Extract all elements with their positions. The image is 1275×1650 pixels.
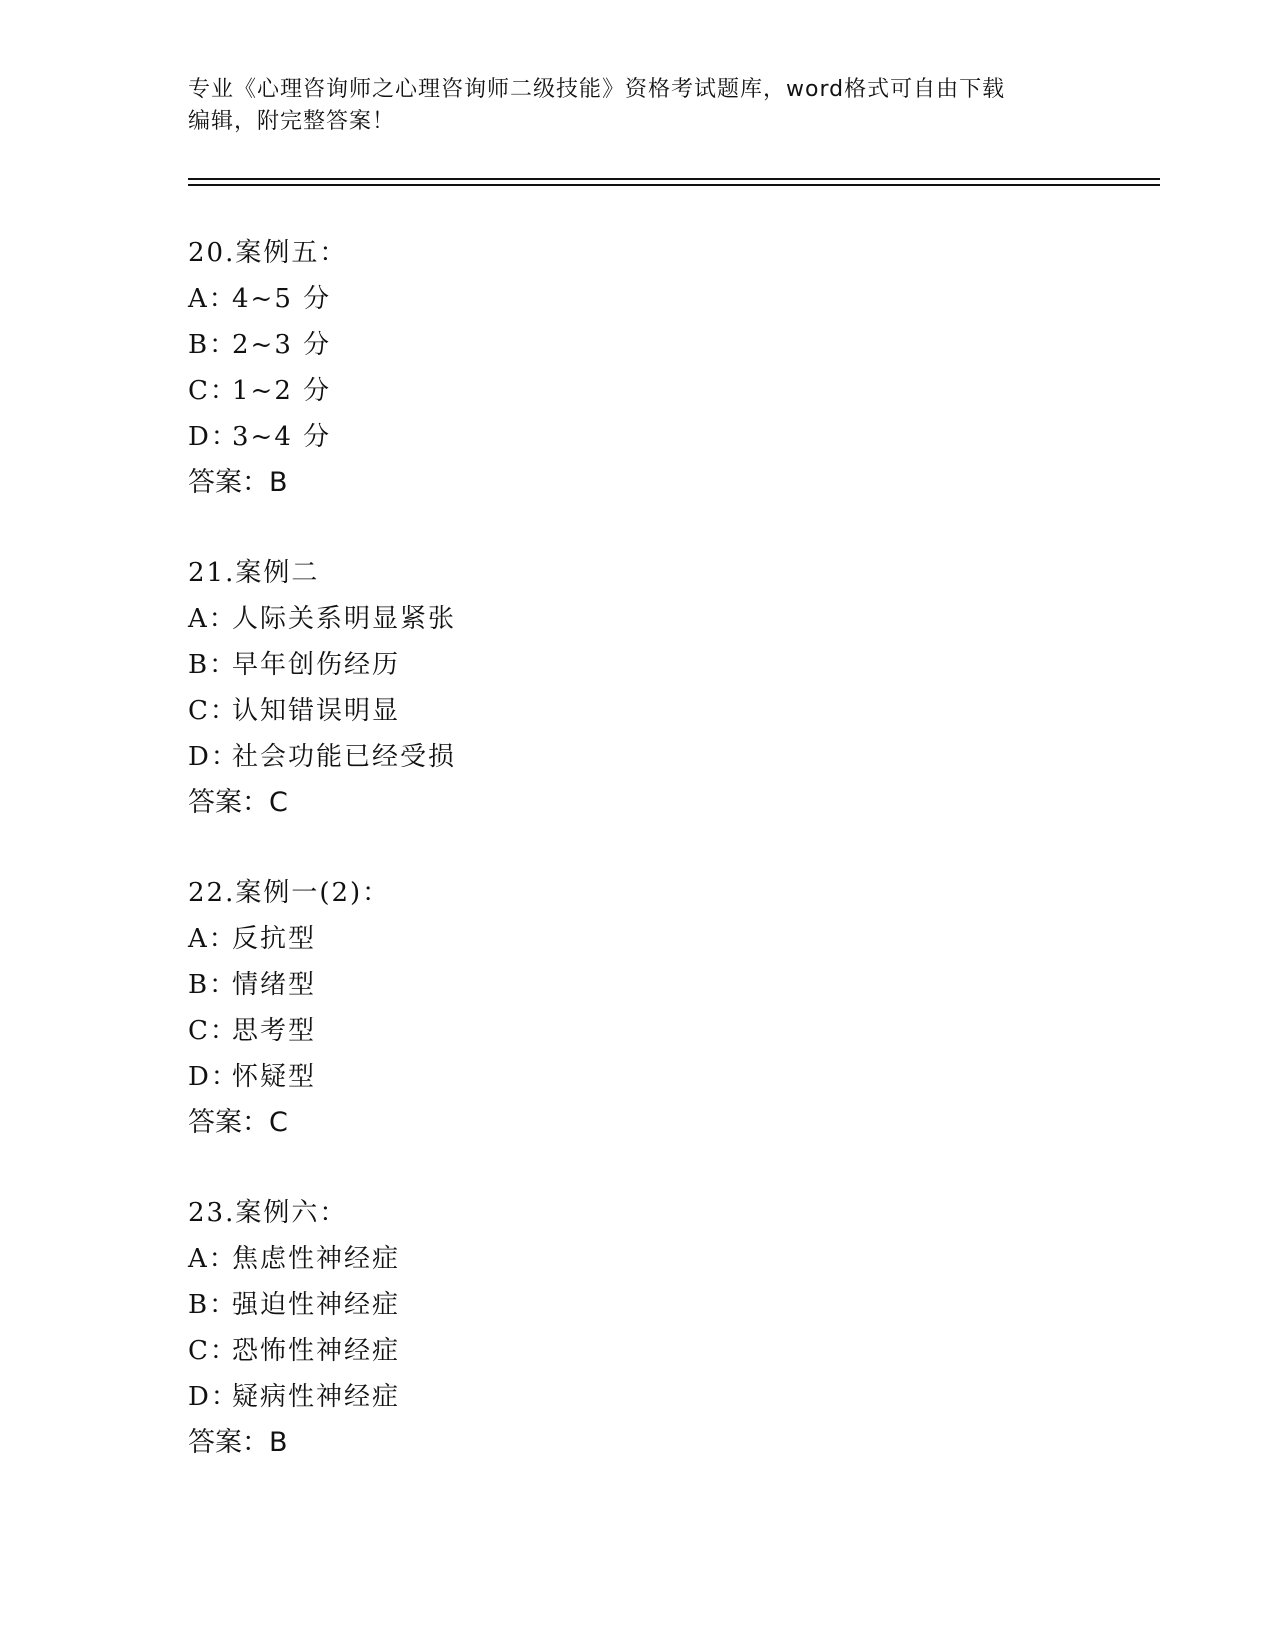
option-key: B： bbox=[188, 330, 238, 360]
option-key: D： bbox=[188, 742, 239, 772]
option-text: 情绪型 bbox=[232, 970, 317, 1000]
question-23 bbox=[188, 1190, 1088, 1466]
option-c bbox=[188, 1328, 1088, 1374]
option-text: 恐怖性神经症 bbox=[232, 1336, 401, 1366]
option-b bbox=[188, 962, 1088, 1008]
option-b bbox=[188, 642, 1088, 688]
option-text: 怀疑型 bbox=[232, 1062, 317, 1092]
option-key: B： bbox=[188, 650, 238, 680]
option-d bbox=[188, 1054, 1088, 1100]
option-d bbox=[188, 414, 1088, 460]
answer: 答案：C bbox=[188, 1107, 288, 1138]
option-c bbox=[188, 688, 1088, 734]
header-line-2: 编辑，附完整答案！ bbox=[188, 109, 396, 134]
question-title: 21.案例二 bbox=[188, 558, 320, 588]
option-key: A： bbox=[188, 924, 237, 954]
answer: 答案：B bbox=[188, 467, 288, 498]
option-text: 人际关系明显紧张 bbox=[232, 604, 457, 634]
option-text: 4~5 分 bbox=[232, 284, 332, 314]
option-c bbox=[188, 368, 1088, 414]
option-text: 认知错误明显 bbox=[232, 696, 401, 726]
option-text: 焦虑性神经症 bbox=[232, 1244, 401, 1274]
option-key: D： bbox=[188, 1382, 239, 1412]
option-key: B： bbox=[188, 970, 238, 1000]
document-header bbox=[188, 74, 1068, 138]
option-a bbox=[188, 916, 1088, 962]
option-text: 早年创伤经历 bbox=[232, 650, 401, 680]
option-text: 强迫性神经症 bbox=[232, 1290, 401, 1320]
option-d bbox=[188, 734, 1088, 780]
option-a bbox=[188, 276, 1088, 322]
option-d bbox=[188, 1374, 1088, 1420]
option-key: C： bbox=[188, 1016, 238, 1046]
question-22 bbox=[188, 870, 1088, 1146]
option-b bbox=[188, 1282, 1088, 1328]
option-key: D： bbox=[188, 422, 239, 452]
option-text: 3~4 分 bbox=[232, 422, 332, 452]
question-20 bbox=[188, 230, 1088, 506]
option-a bbox=[188, 1236, 1088, 1282]
question-title: 20.案例五： bbox=[188, 238, 348, 268]
option-key: C： bbox=[188, 376, 238, 406]
option-text: 思考型 bbox=[232, 1016, 317, 1046]
option-key: B： bbox=[188, 1290, 238, 1320]
header-rule-bottom bbox=[188, 184, 1160, 186]
option-key: D： bbox=[188, 1062, 239, 1092]
answer: 答案：C bbox=[188, 787, 288, 818]
answer: 答案：B bbox=[188, 1427, 288, 1458]
option-text: 1~2 分 bbox=[232, 376, 332, 406]
option-key: C： bbox=[188, 696, 238, 726]
option-key: A： bbox=[188, 284, 237, 314]
option-c bbox=[188, 1008, 1088, 1054]
option-text: 社会功能已经受损 bbox=[232, 742, 457, 772]
question-21 bbox=[188, 550, 1088, 826]
option-key: A： bbox=[188, 1244, 237, 1274]
option-a bbox=[188, 596, 1088, 642]
option-key: C： bbox=[188, 1336, 238, 1366]
header-rule-top bbox=[188, 178, 1160, 180]
option-text: 反抗型 bbox=[232, 924, 317, 954]
header-line-1: 专业《心理咨询师之心理咨询师二级技能》资格考试题库，word格式可自由下载 bbox=[188, 77, 1006, 102]
option-key: A： bbox=[188, 604, 237, 634]
question-title: 23.案例六： bbox=[188, 1198, 348, 1228]
option-b bbox=[188, 322, 1088, 368]
option-text: 疑病性神经症 bbox=[232, 1382, 401, 1412]
question-title: 22.案例一(2)： bbox=[188, 878, 391, 908]
option-text: 2~3 分 bbox=[232, 330, 332, 360]
